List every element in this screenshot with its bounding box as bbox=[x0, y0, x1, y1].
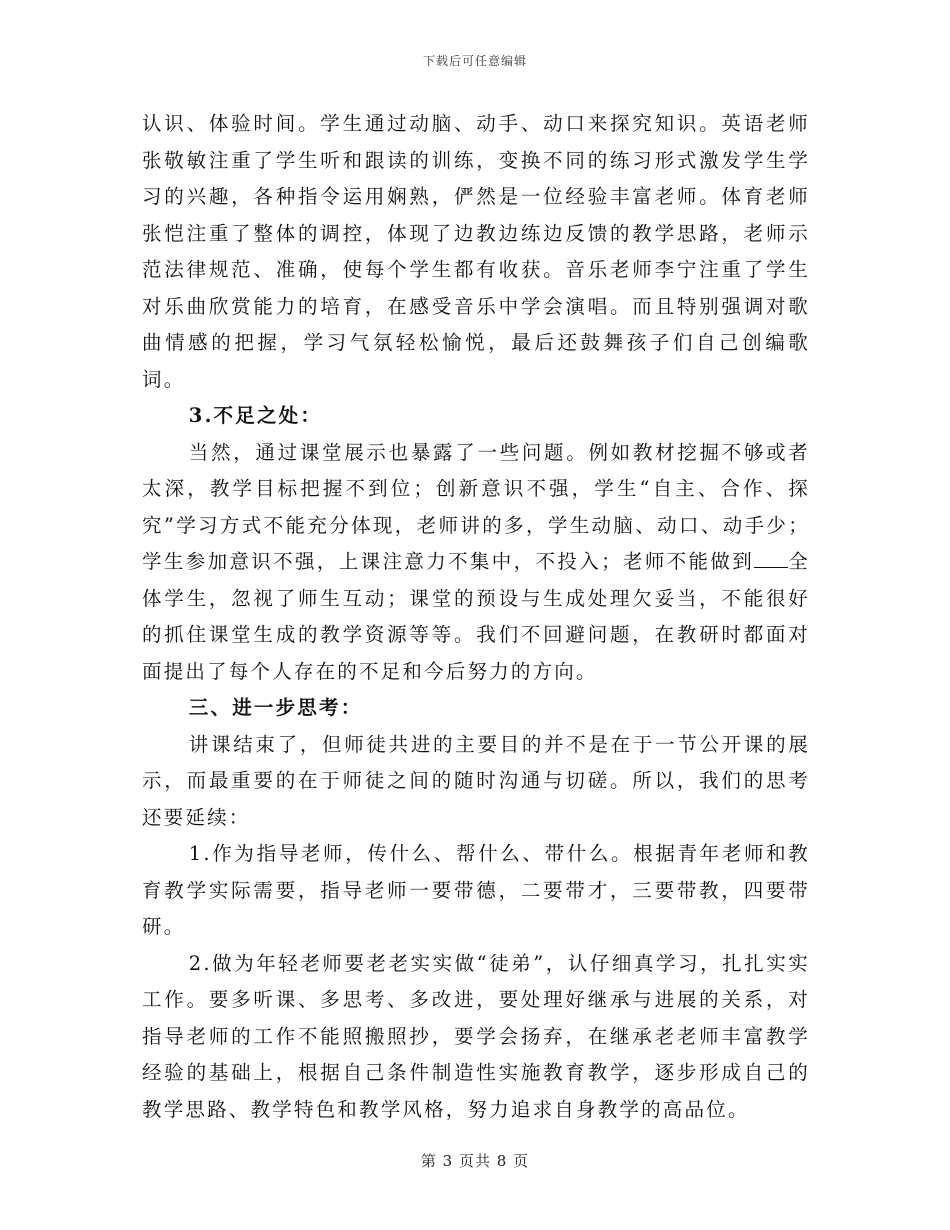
fill-in-blank bbox=[754, 549, 788, 568]
paragraph-further-thinking: 讲课结束了，但师徒共进的主要目的并不是在于一节公开课的展示，而最重要的在于师徒之间的随时沟通与切磋。所以，我们的思考还要延续： bbox=[142, 732, 810, 829]
paragraph-shortcomings-part-1: 当然，通过课堂展示也暴露了一些问题。例如教材挖掘不够或者太深，教学目标把握不到位；创新意识不强，学生“自主、合作、探究”学习方式不能充分体现，老师讲的多，学生动脑、动口、动手少；学生参加意识不强，上课注意力不集中，不投入；老师不能做到 bbox=[142, 440, 810, 573]
subheading-shortcomings: 3.不足之处： bbox=[188, 404, 323, 427]
paragraph-shortcomings bbox=[142, 435, 810, 691]
list-item-young-teacher: 2.做为年轻老师要老老实实做“徒弟”，认仔细真学习，扎扎实实工作。要多听课、多思考、多改进，要处理好继承与进展的关系，对指导老师的工作不能照搬照抄，要学会扬弃，在继承老老师丰富教学经验的基础上，根据自己条件制造性实施教育教学，逐步形成自己的教学思路、教学特色和教学风格，努力追求自身教学的高品位。 bbox=[142, 951, 810, 1121]
page-header: 下载后可任意编辑 bbox=[422, 54, 527, 68]
paragraph-teachers-highlights: 认识、体验时间。学生通过动脑、动手、动口来探究知识。英语老师张敬敏注重了学生听和跟读的训练，变换不同的练习形式激发学生学习的兴趣，各种指令运用娴熟，俨然是一位经验丰富老师。体育老师张恺注重了整体的调控，体现了边教边练边反馈的教学思路，老师示范法律规范、准确，使每个学生都有收获。音乐老师李宁注重了学生对乐曲欣赏能力的培育，在感受音乐中学会演唱。而且特别强调对歌曲情感的把握，学习气氛轻松愉悦，最后还鼓舞孩子们自己创编歌词。 bbox=[142, 112, 810, 391]
section-heading-further-thinking: 三、进一步思考： bbox=[188, 696, 363, 719]
list-item-mentor: 1.作为指导老师，传什么、帮什么、带什么。根据青年老师和教育教学实际需要，指导老师一要带德，二要带才，三要带教，四要带研。 bbox=[142, 842, 810, 938]
page-footer: 第 3 页共 8 页 bbox=[420, 1152, 530, 1170]
document-body bbox=[142, 106, 810, 1128]
paragraph-shortcomings-part-2: 全体学生，忽视了师生互动；课堂的预设与生成处理欠妥当，不能很好的抓住课堂生成的教学资源等等。我们不回避问题，在教研时都面对面提出了每个人存在的不足和今后努力的方向。 bbox=[142, 550, 811, 683]
